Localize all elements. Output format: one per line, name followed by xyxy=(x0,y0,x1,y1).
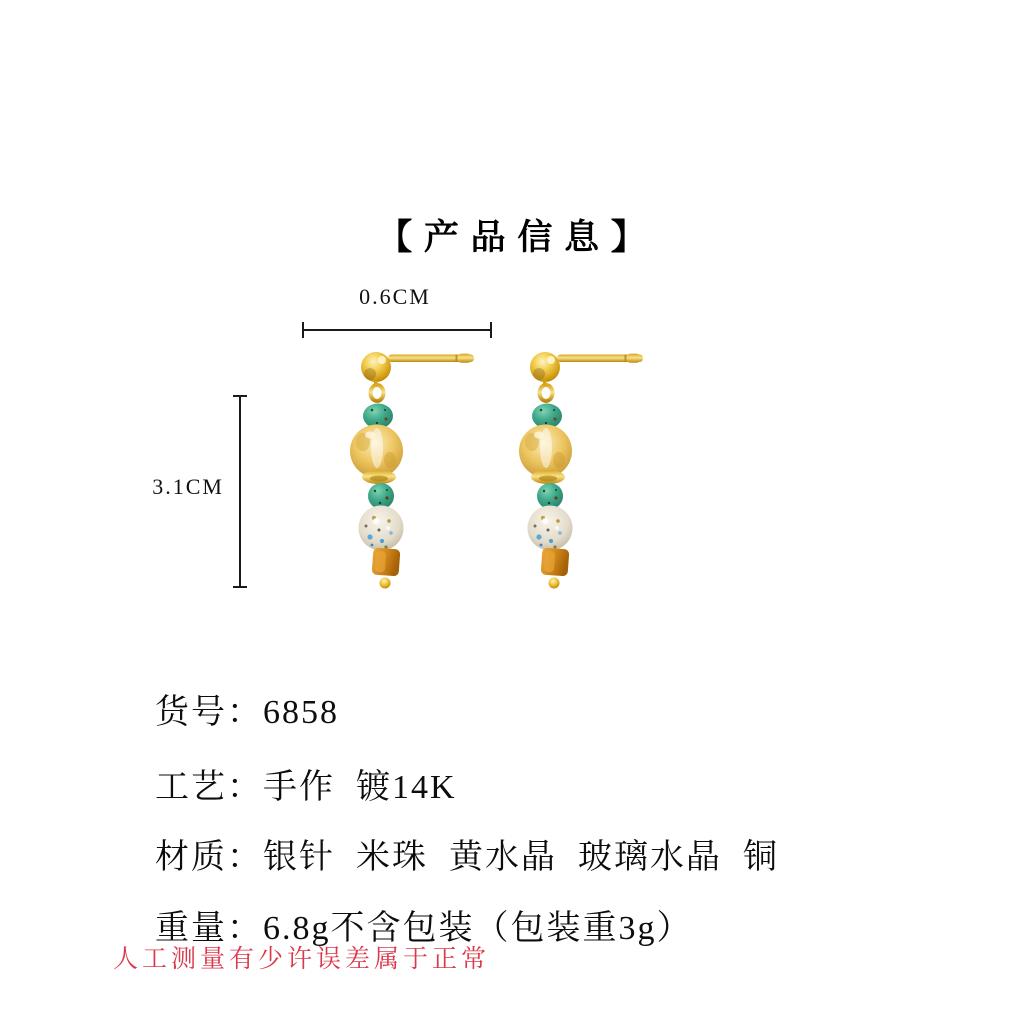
spec-value: 银针 米珠 黄水晶 玻璃水晶 铜 xyxy=(263,839,779,876)
spec-label: 工艺： xyxy=(155,769,263,806)
spec-label: 材质： xyxy=(155,839,263,876)
spec-value: 手作 镀14K xyxy=(263,769,457,806)
height-measure-line xyxy=(233,395,247,588)
spec-value: 6858 xyxy=(263,694,339,731)
earrings-photo xyxy=(330,340,674,596)
jump-ring xyxy=(371,385,384,401)
post-notch xyxy=(457,354,472,363)
glass-crystal-bead xyxy=(359,506,404,551)
spec-label: 重量： xyxy=(155,910,263,947)
width-measure-line xyxy=(302,322,492,338)
bottom-gold-ball xyxy=(380,578,391,589)
width-dimension-label: 0.6CM xyxy=(359,284,431,309)
right-earring xyxy=(519,352,643,589)
page-title: 【 产 品 信 息 】 xyxy=(377,218,647,257)
height-dimension-label: 3.1CM xyxy=(152,474,224,499)
turquoise-bead-bottom xyxy=(368,483,394,509)
spec-label: 货号： xyxy=(155,694,263,731)
left-earring xyxy=(350,352,474,589)
measurement-disclaimer: 人工测量有少许误差属于正常 xyxy=(113,946,491,973)
spec-value: 6.8g不含包装（包装重3g） xyxy=(263,910,693,947)
amber-cube-bead xyxy=(372,548,401,577)
